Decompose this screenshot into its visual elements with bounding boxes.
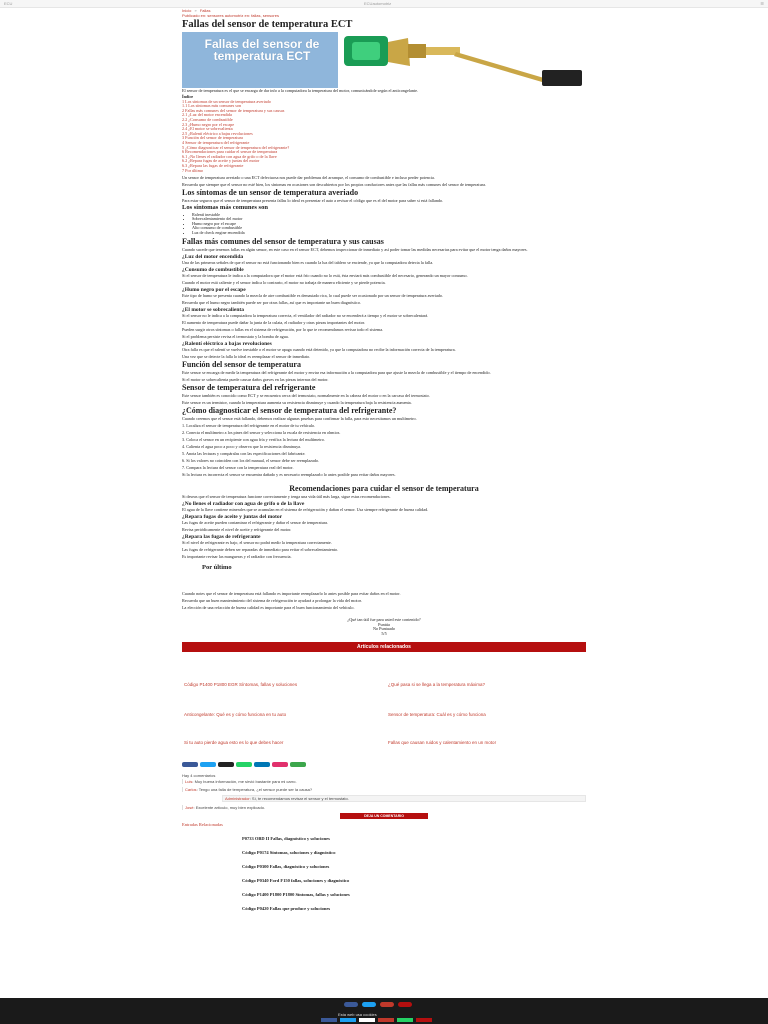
comment-text: Muy buena información, me sirvió bastante para mi carro. [194,779,297,785]
section-heading: Función del sensor de temperatura [182,359,301,369]
publish-info: Publicado en: sensores automotriz en: fallas, sensores [182,13,279,18]
share-bar [182,762,586,767]
paragraph: Un sensor de temperatura averiado o una ECT defectuosa nos puede dar problemas del arranque, el consumo de combustible e incluso perder potencia. [182,175,435,181]
diagnosis-step: 2. Conecta el multímetro a los pines del sensor y selecciona la escala de resistencia en ohmios. [182,429,341,435]
footer [0,998,768,1024]
paragraph: Si el motor se sobrecalienta puede causar daños graves en las piezas internas del motor. [182,376,329,382]
subsection-heading: Por último [202,563,232,571]
article [182,7,586,911]
rating-label[interactable]: Puntúa [378,621,390,627]
paragraph: Este tipo de humo se presenta cuando la mezcla de aire combustible es demasiado rica, lo cual puede ser ocasionado por un sensor de temperatura averiado. [182,292,444,298]
related-link[interactable]: ¿Qué pasa si se llega a la temperatura máxima? [388,682,486,688]
paragraph: Para estar seguros que el sensor de temperatura presenta fallas lo ideal es presentar el auto a revisar el código que es el del motor para saber si está fallando. [182,198,444,204]
footer-share-copy-icon[interactable] [359,1018,375,1022]
comment-author[interactable]: Luis [185,779,193,785]
paragraph: Si deseas que el sensor de temperatura funcione correctamente y tenga una vida útil más larga, sigue estas recomendaciones. [182,493,391,499]
hero-image [182,32,586,88]
paragraph: Cuando el motor está caliente y el sensor indica lo contrario, el motor no trabaja de manera eficiente y se pierde potencia. [182,279,386,285]
comment-text: Tengo una falla de temperatura, ¿el sensor puede ser la causa? [198,787,313,793]
comment-author[interactable]: Administrador [225,796,250,802]
paragraph: Si el sensor de temperatura le indica a la computadora que el motor está frío cuando no lo está, ésta enviará más combustible del necesario, generando un mayor consumo. [182,272,468,278]
toc-item[interactable]: 6.3 ¿Repara las fugas de refrigerante [182,162,244,168]
paragraph: Cuando notes que el sensor de temperatura está fallando es importante reemplazarlo lo antes posible para evitar daños en el motor. [182,591,401,597]
toc-item[interactable]: 2.5 ¿Ralentí eléctrico a bajas revoluciones [182,130,253,136]
paragraph: Recuerda que un buen mantenimiento del sistema de refrigeración te ayudará a prolongar la vida del motor. [182,598,362,604]
toc-item[interactable]: 2.1 ¿Luz del motor encendida [182,112,232,118]
comment: Luis: Muy buena información, me sirvió bastante para mi carro. [182,779,586,784]
paragraph: Este sensor se encarga de medir la temperatura del refrigerante del motor y enviar esa información a la computadora para que ajuste la mezcla de combustible y el tiempo de encendido. [182,369,491,375]
footer-twitter-icon[interactable] [362,1002,376,1007]
toc-item[interactable]: 3 Función del sensor de temperatura [182,135,243,141]
sub-heading: ¿El motor se sobrecalienta [182,306,244,313]
cookie-notice: Esta web usa cookies [338,1012,377,1017]
paragraph: Si la lectura es incorrecta el sensor se encuentra dañado y es necesario reemplazarlo lo antes posible para evitar daños mayores. [182,471,396,477]
footer-share-twitter-icon[interactable] [340,1018,356,1022]
list-item: • Sobrecalentamiento del motor [192,217,586,222]
toc-item[interactable]: 2.3 ¿Humo negro por el escape [182,121,235,127]
breadcrumb-home[interactable]: Inicio [182,8,192,13]
list-item: • Ralentí inestable [192,213,586,218]
related-entry-link[interactable]: Código P0300 Fallas, diagnóstico y soluciones [242,864,330,870]
comment: Carlos: Tengo una falla de temperatura, ¿el sensor puede ser la causa? [182,787,586,792]
paragraph: Este sensor también es conocido como ECT y se encuentra cerca del termostato, normalmente en la cabeza del motor o en la carcasa del termostato. [182,392,430,398]
related-entry-link[interactable]: Código P1400 P1800 P1800 Síntomas, fallas y soluciones [242,892,350,898]
related-entry-link[interactable]: P0733 OBD II Fallas, diagnóstico y soluciones [242,836,330,842]
paragraph: Es importante revisar las mangueras y el radiador con frecuencia. [182,553,292,559]
paragraph: El agua de la llave contiene minerales que se acumulan en el sistema de refrigeración y dañan el sensor. Usa siempre refrigerante de buena calidad. [182,506,429,512]
paragraph: La elección de una refacción de buena calidad es importante para el buen funcionamiento del vehículo. [182,605,355,611]
share-x-icon[interactable] [218,762,234,767]
toc-item[interactable]: 7 Por último [182,167,203,173]
section-heading: Fallas más comunes del sensor de temperatura y sus causas [182,236,384,246]
hero-text: Fallas del sensor de temperatura ECT [204,37,320,63]
diagnosis-step: 5. Anota las lecturas y compáralas con las especificaciones del fabricante. [182,450,306,456]
related-entries [182,822,586,911]
rating-block [182,618,586,636]
section-heading: Sensor de temperatura del refrigerante [182,382,316,392]
paragraph: Si el nivel de refrigerante es bajo, el sensor no podrá medir la temperatura correctamente. [182,539,332,545]
sub-heading: ¿Humo negro por el escape [182,286,246,293]
footer-facebook-icon[interactable] [344,1002,358,1007]
share-linkedin-icon[interactable] [254,762,270,767]
rating-score: 5/5 [381,630,387,636]
diagnosis-step: 7. Compara la lectura del sensor con la temperatura real del motor. [182,464,294,470]
footer-share-whatsapp-icon[interactable] [397,1018,413,1022]
section-heading: Recomendaciones para cuidar el sensor de temperatura [289,483,479,493]
paragraph: Cuando creemos que el sensor está fallando, debemos realizar algunas pruebas para confirmar la falla, para esto necesitamos un multímetro. [182,415,417,421]
rating-question: ¿Qué tan útil fue para usted este contenido? [347,617,421,623]
footer-share-pinterest-icon[interactable] [378,1018,394,1022]
top-left-text: ECU [4,1,13,6]
paragraph: Recuerda que el humo negro también puede ser por otras fallas, así que es importante un buen diagnóstico. [182,299,361,305]
footer-share-facebook-icon[interactable] [321,1018,337,1022]
toc-item[interactable]: 2.4 ¿El motor se sobrecalienta [182,126,233,132]
diagnosis-step: 4. Calienta el agua poco a poco y observa que la resistencia disminuya. [182,443,302,449]
related-entries-title: Entradas Relacionadas [182,822,223,828]
share-instagram-icon[interactable] [272,762,288,767]
sensor-illustration [338,32,586,88]
list-item: • Humo negro por el escape [192,222,586,227]
share-facebook-icon[interactable] [182,762,198,767]
page-title: Fallas del sensor de temperatura ECT [182,19,353,30]
footer-social-icons [344,1002,412,1007]
related-link[interactable]: Código P1400 P1800 EGR Síntomas, fallas y soluciones [184,682,298,688]
paragraph: Si el problema persiste revisa el termostato y la bomba de agua. [182,333,289,339]
comments-section [182,773,586,819]
breadcrumb-sep: » [194,8,197,13]
leave-comment-button[interactable]: DEJA UN COMENTARIO [340,813,428,819]
paragraph: Una de las primeras señales de que el sensor no está funcionando bien es cuando la luz del tablero se enciende, ya que la computadora detecta la falla. [182,259,434,265]
comment-text: Sí, te recomendamos revisar el sensor y el termostato. [251,796,349,802]
related-banner: Artículos relacionados [182,642,586,652]
paragraph: Revisa periódicamente el nivel de aceite y refrigerante del motor. [182,526,292,532]
share-whatsapp-icon[interactable] [236,762,252,767]
related-link[interactable]: Anticongelante: Qué es y cómo funciona en tu auto [184,712,287,718]
sub-heading: ¿Repara fugas de aceite y juntas del motor [182,513,283,520]
site-logo[interactable]: ECUautomotriz [364,1,392,6]
toc-item[interactable]: 5 ¿Cómo diagnosticar el sensor de temperatura del refrigerante? [182,144,290,150]
footer-pinterest-icon[interactable] [380,1002,394,1007]
table-of-contents [182,95,586,173]
paragraph: Este sensor es un termistor, cuando la temperatura aumenta su resistencia disminuye y cuando la temperatura baja la resistencia aumenta. [182,399,412,405]
related-entry-link[interactable]: Código P0340 Ford F150 fallas, soluciones y diagnóstico [242,878,350,884]
rating-status: No Puntuado [373,626,395,632]
toc-item[interactable]: 6.1 ¿No llenes el radiador con agua de grifo o de la llave [182,153,277,159]
symptom-list [192,213,586,236]
toc-item[interactable]: 2 Fallas más comunes del sensor de temperatura y sus causas [182,107,285,113]
paragraph: El aumento de temperatura puede dañar la junta de la culata, el radiador y otras piezas importantes del motor. [182,319,366,325]
footer-share-more-icon[interactable] [416,1018,432,1022]
breadcrumb-category[interactable]: Fallas [199,8,211,13]
toc-item[interactable]: 1.1 Los síntomas más comunes son [182,103,242,109]
toc-item[interactable]: 6 Recomendaciones para cuidar el sensor de temperatura [182,149,278,155]
toc-title: Índice [182,94,194,99]
toc-item[interactable]: 1 Los síntomas de un sensor de temperatura averiado [182,98,271,104]
comment: José: Excelente artículo, muy bien explicado. [182,805,586,810]
paragraph: Cuando sucede que tenemos fallas en algún sensor, en este caso en el sensor ECT, debemos inspeccionar de inmediato y así poder tomar las medidas necesarias para evitar que el motor tenga daños mayores. [182,246,528,252]
sub-heading: ¿No llenes el radiador con agua de grifo o de la llave [182,500,305,507]
related-entry-link[interactable]: Código P0420 Fallas que produce y soluciones [242,906,331,912]
hero-text-block [182,32,338,88]
diagnosis-step: 3. Coloca el sensor en un recipiente con agua fría y verifica la lectura del multímetro. [182,436,325,442]
paragraph: Las fugas de refrigerante deben ser reparadas de inmediato para evitar el sobrecalentamiento. [182,546,339,552]
footer-youtube-icon[interactable] [398,1002,412,1007]
related-link[interactable]: Sensor de temperatura: Cuál es y cómo funciona [388,712,486,718]
comment-author[interactable]: José [185,805,194,811]
diagnosis-step: 1. Localiza el sensor de temperatura del refrigerante en el motor de tu vehículo. [182,422,316,428]
subsection-heading: Los síntomas más comunes son [182,204,268,212]
sub-heading: ¿Consumo de combustible [182,266,244,273]
comment-author[interactable]: Carlos [185,787,197,793]
toc-item[interactable]: 2.2 ¿Consumo de combustible [182,116,233,122]
share-twitter-icon[interactable] [200,762,216,767]
paragraph: Otra falla es que el ralentí se vuelve inestable o el motor se apaga cuando está detenido, ya que la computadora no recibe la información correcta de la temperatura. [182,346,456,352]
section-heading: ¿Cómo diagnosticar el sensor de temperatura del refrigerante? [182,405,397,415]
comments-count: Hay 4 comentarios [182,773,216,779]
diagnosis-step: 6. Si los valores no coinciden con los del manual, el sensor debe ser reemplazado. [182,457,320,463]
list-item: • Luz de check engine encendida [192,231,586,236]
comment-text: Excelente artículo, muy bien explicado. [195,805,266,811]
paragraph: Pueden surgir otros síntomas o fallas en el sistema de refrigeración, por lo que te recomendamos revisar todo el sistema. [182,326,384,332]
intro-paragraph: El sensor de temperatura es el que se encarga de dar info a la computadora la temperatura del motor, comunicándole según el anticongelante. [182,88,419,93]
toc-item[interactable]: 6.2 ¿Repara fugas de aceite y juntas del motor [182,158,260,164]
related-entry-link[interactable]: Código P0174 Síntomas, soluciones y diagnóstico [242,850,336,856]
related-link[interactable]: Si tu auto pierde agua esto es lo que debes hacer [184,740,284,746]
footer-share-bar [321,1018,432,1022]
paragraph: Recuerda que siempre que el sensor no esté bien, los síntomas en ocasiones son descubiertos por los propios conductores antes que las fallas más comunes del sensor de temperatura. [182,182,486,188]
sub-heading: ¿Luz del motor encendida [182,253,244,260]
paragraph: Si el sensor no le indica a la computadora la temperatura correcta, el ventilador del radiador no se encenderá a tiempo y el motor se sobrecalentará. [182,312,429,318]
sub-heading: ¿Ralentí eléctrico a bajas revoluciones [182,340,272,347]
share-email-icon[interactable] [290,762,306,767]
sub-heading: ¿Repara las fugas de refrigerante [182,533,261,540]
comment-reply: Administrador: Sí, te recomendamos revisar el sensor y el termostato. [222,795,586,802]
paragraph: Las fugas de aceite pueden contaminar el refrigerante y dañar el sensor de temperatura. [182,519,329,525]
related-articles [182,652,586,746]
related-link[interactable]: Fallas que causan ruidos y calentamiento en un motor [388,740,497,746]
top-right-text: ☰ [760,1,764,6]
paragraph: Una vez que se detecte la falla lo ideal es reemplazar el sensor de inmediato. [182,353,311,359]
list-item: • Alto consumo de combustible [192,226,586,231]
toc-item[interactable]: 4 Sensor de temperatura del refrigerante [182,139,250,145]
section-heading: Los síntomas de un sensor de temperatura averiado [182,188,359,198]
